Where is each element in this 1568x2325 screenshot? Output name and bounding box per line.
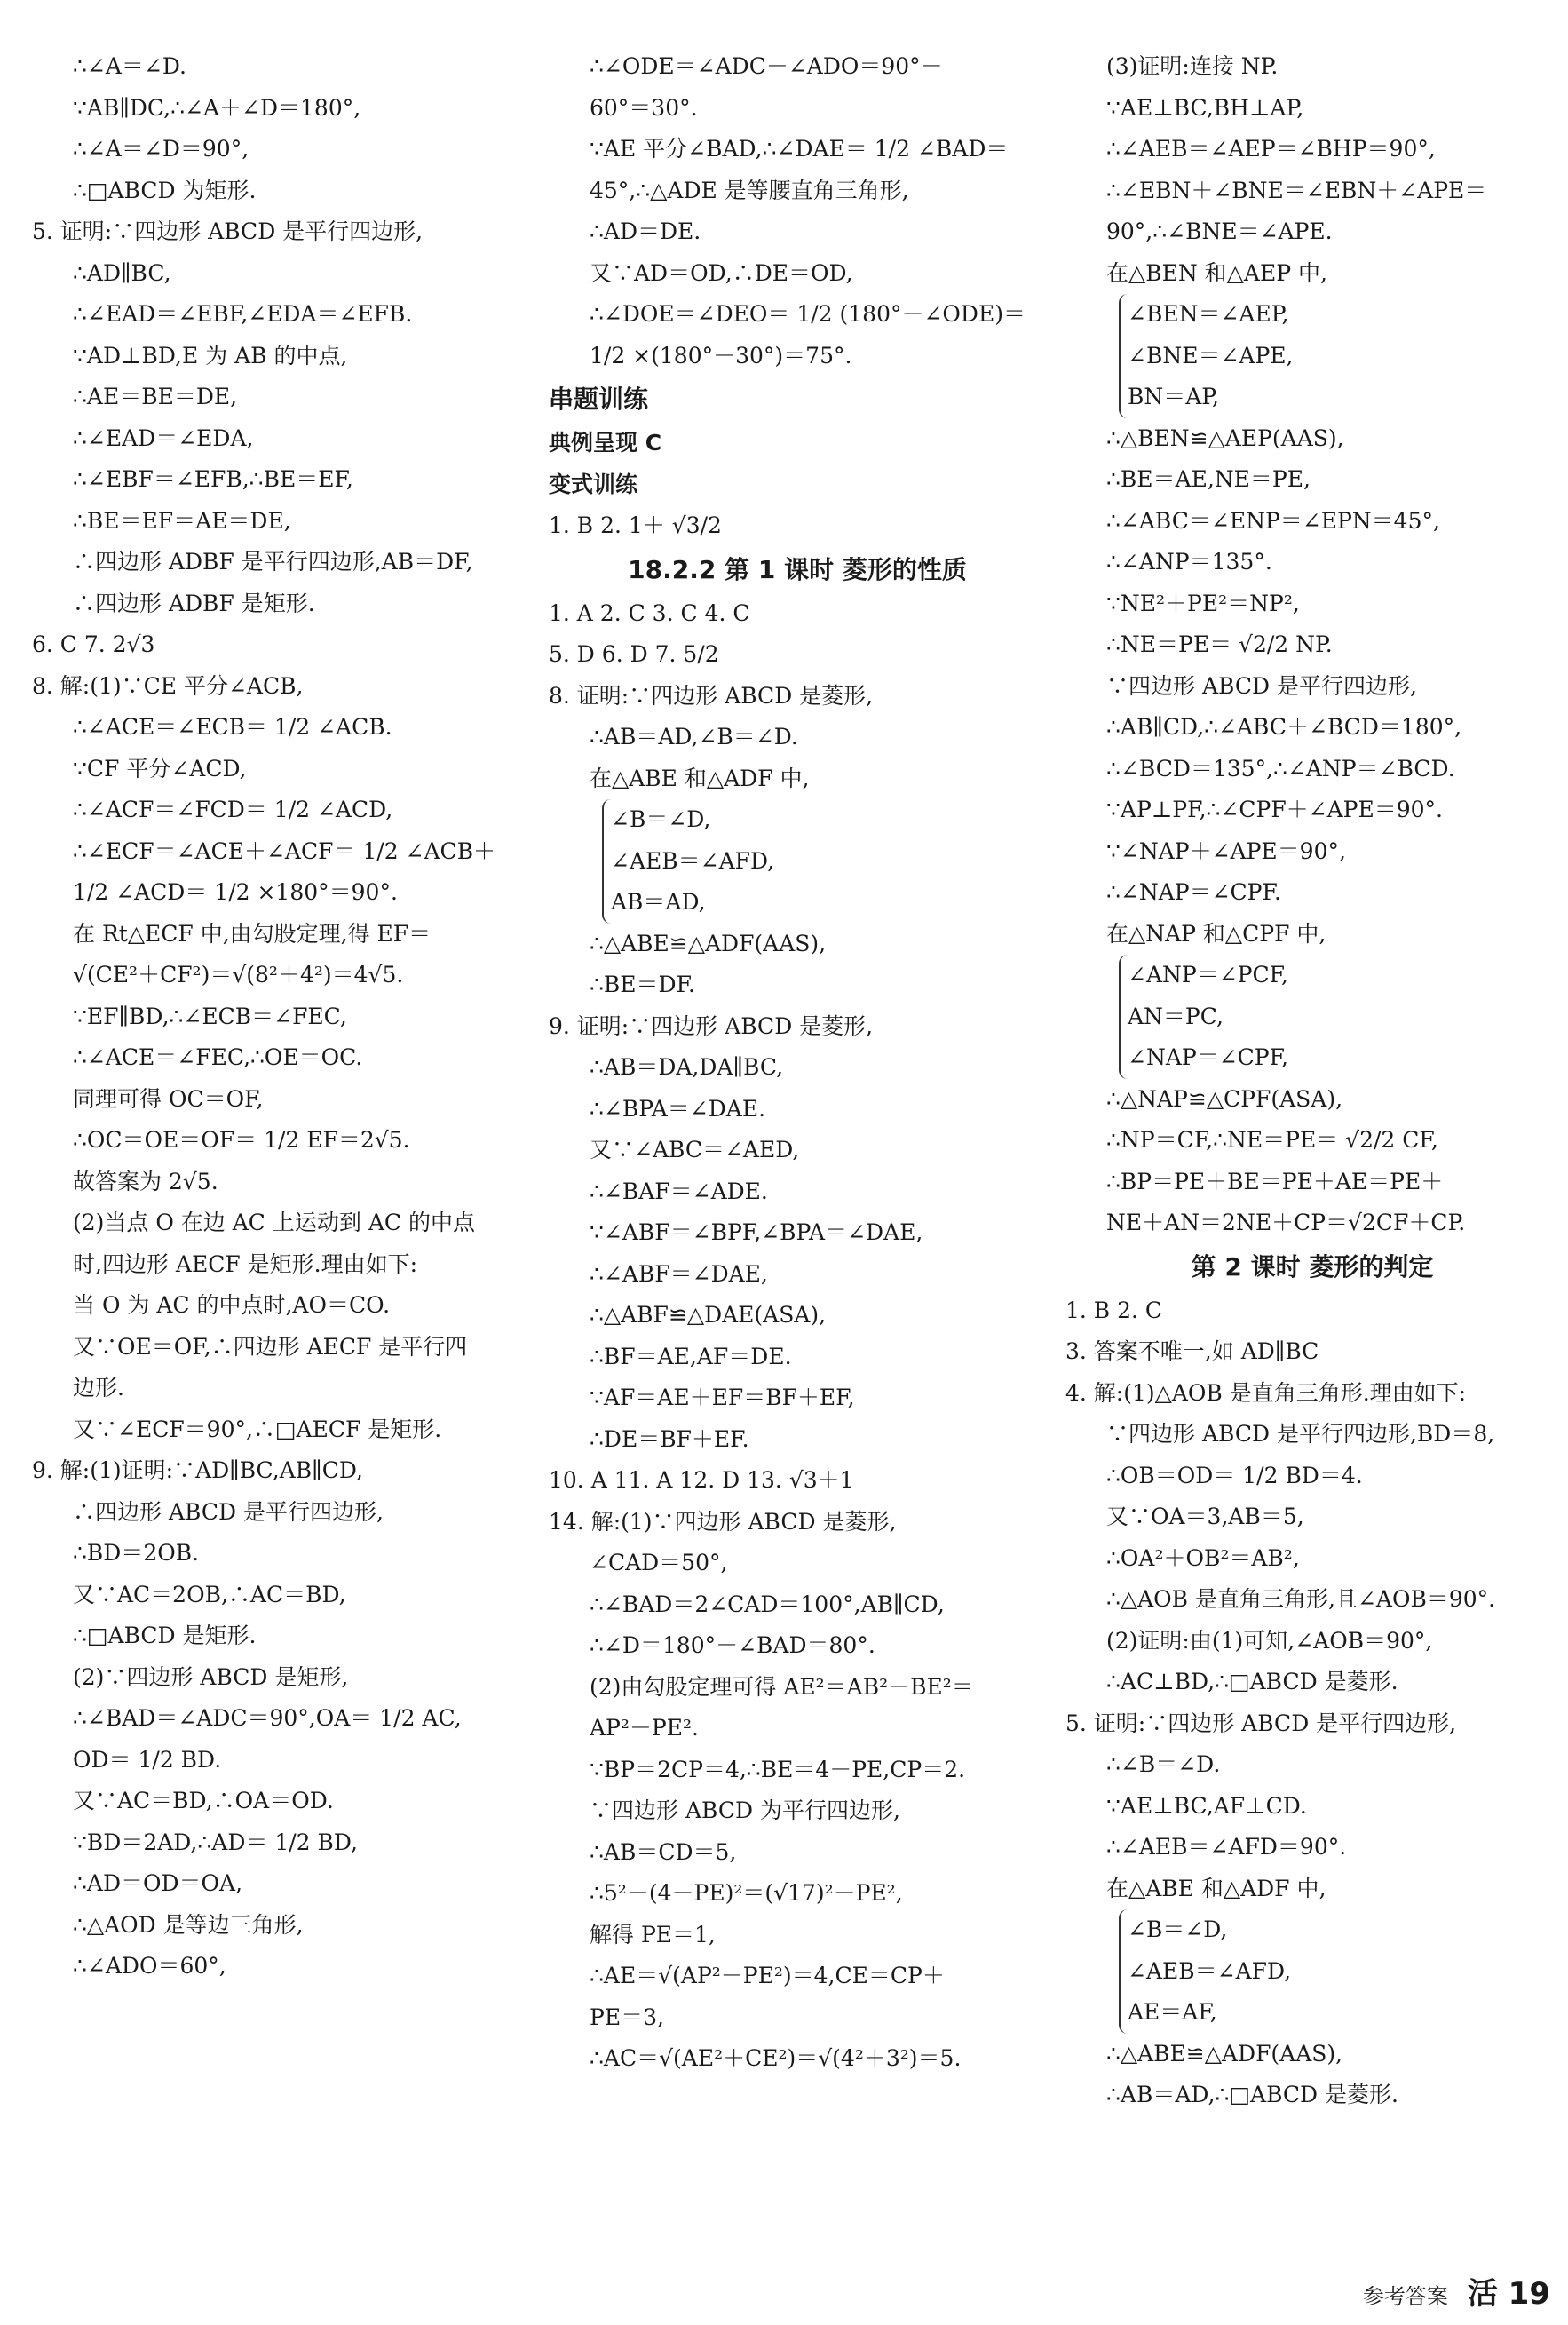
answer-column-1 [32, 46, 527, 1988]
answer-line: ∴AD＝OD＝OA, [73, 1870, 243, 1896]
answer-line: (3)证明:连接 NP. [1106, 53, 1279, 79]
answer-line: ∴∠BCD＝135°,∴∠ANP＝∠BCD. [1106, 755, 1455, 782]
answer-line: (2)当点 O 在边 AC 上运动到 AC 的中点 [73, 1210, 475, 1235]
condition-brace [1119, 1909, 1559, 2034]
question-answer-line: 8. 证明:∵四边形 ABCD 是菱形, [549, 682, 874, 709]
answer-line: 60°＝30°. [590, 94, 698, 121]
question-answer-line: 1. B 2. C [1065, 1297, 1163, 1323]
answer-line: ∴OC＝OE＝OF＝ 1/2 EF＝2√5. [73, 1127, 410, 1153]
answer-line: 又∵∠ABC＝∠AED, [590, 1137, 800, 1162]
answer-line: ∴∠EAD＝∠EDA, [73, 425, 254, 451]
answer-line: ∴∠EAD＝∠EBF,∠EDA＝∠EFB. [73, 301, 413, 327]
question-answer-line: 9. 解:(1)证明:∵AD∥BC,AB∥CD, [32, 1457, 363, 1483]
question-answer-line: 14. 解:(1)∵四边形 ABCD 是菱形, [549, 1508, 897, 1535]
answer-line: 又∵OE＝OF,∴四边形 AECF 是平行四 [73, 1333, 468, 1360]
answer-line: ∴OA²＋OB²＝AB², [1106, 1544, 1300, 1571]
answer-line: ∵AD⊥BD,E 为 AB 的中点, [73, 342, 348, 369]
answer-line: ∴四边形 ADBF 是平行四边形,AB＝DF, [73, 549, 473, 575]
brace-line: ∠B＝∠D, [1128, 1916, 1228, 1942]
answer-line: ∴△ABE≌△ADF(AAS), [1106, 2040, 1343, 2067]
answer-line: NE＋AN＝2NE＋CP＝√2CF＋CP. [1106, 1210, 1466, 1235]
answer-line: ∴∠ECF＝∠ACE＋∠ACF＝ 1/2 ∠ACB＋ [73, 837, 496, 864]
answer-line: 同理可得 OC＝OF, [73, 1085, 264, 1112]
answer-line: √(CE²＋CF²)＝√(8²＋4²)＝4√5. [73, 962, 404, 988]
condition-brace [602, 799, 1046, 924]
question-answer-line: 4. 解:(1)△AOB 是直角三角形.理由如下: [1065, 1379, 1467, 1406]
condition-brace [1119, 955, 1559, 1079]
brace-line: ∠NAP＝∠CPF, [1128, 1044, 1288, 1070]
answer-line: ∴AE＝√(AP²－PE²)＝4,CE＝CP＋ [590, 1963, 945, 1988]
answer-line: ∴AB＝AD,∴□ABCD 是菱形. [1106, 2082, 1398, 2107]
answer-line: 又∵OA＝3,AB＝5, [1106, 1504, 1304, 1529]
answer-line: 1/2 ×(180°－30°)＝75°. [590, 342, 852, 369]
page-number: 活 19 [1467, 2276, 1550, 2312]
answer-line: ∵EF∥BD,∴∠ECB＝∠FEC, [73, 1003, 347, 1029]
answer-line: ∴△AOD 是等边三角形, [73, 1911, 304, 1938]
answer-line: ∵∠NAP＋∠APE＝90°, [1106, 837, 1346, 864]
answer-line: ∴AB＝DA,DA∥BC, [590, 1054, 784, 1080]
page-footer [1363, 2269, 1550, 2313]
answer-line: ∴AD＝DE. [590, 218, 701, 244]
answer-line: ∴NE＝PE＝ √2/2 NP. [1106, 631, 1333, 657]
answer-line: ∴AB＝CD＝5, [590, 1838, 737, 1865]
answer-line: ∴∠BPA＝∠DAE. [590, 1095, 766, 1122]
brace-line: ∠AEB＝∠AFD, [611, 847, 775, 874]
answer-line: 又∵AD＝OD,∴DE＝OD, [590, 259, 853, 286]
answer-line: ∴BE＝EF＝AE＝DE, [73, 507, 291, 534]
answer-line: ∵AE⊥BC,BH⊥AP, [1106, 94, 1304, 121]
question-answer-line: 1. A 2. C 3. C 4. C [549, 599, 750, 626]
answer-line: ∴∠D＝180°－∠BAD＝80°. [590, 1632, 875, 1658]
answer-line: ∴∠ACF＝∠FCD＝ 1/2 ∠ACD, [73, 797, 393, 822]
subsection-label: 变式训练 [549, 471, 638, 497]
footer-label: 参考答案 [1362, 2284, 1448, 2309]
question-answer-line: 5. D 6. D 7. 5/2 [549, 641, 719, 667]
answer-line: ∵AP⊥PF,∴∠CPF＋∠APE＝90°. [1106, 797, 1443, 822]
answer-line: ∵BD＝2AD,∴AD＝ 1/2 BD, [73, 1829, 358, 1855]
answer-line: PE＝3, [590, 2004, 664, 2030]
answer-line: 时,四边形 AECF 是矩形.理由如下: [73, 1250, 417, 1277]
condition-brace [1119, 294, 1559, 418]
answer-line: 故答案为 2√5. [73, 1168, 218, 1194]
answer-line: ∵AE⊥BC,AF⊥CD. [1106, 1792, 1307, 1819]
answer-line: ∴△BEN≌△AEP(AAS), [1106, 425, 1344, 451]
answer-line: ∵AB∥DC,∴∠A＋∠D＝180°, [73, 94, 361, 121]
brace-line: BN＝AP, [1128, 384, 1220, 409]
answer-line: ∴∠ODE＝∠ADC－∠ADO＝90°－ [590, 53, 943, 79]
question-answer-line: 6. C 7. 2√3 [32, 631, 155, 657]
question-answer-line: 10. A 11. A 12. D 13. √3＋1 [549, 1467, 854, 1493]
answer-line: ∴△NAP≌△CPF(ASA), [1106, 1085, 1343, 1112]
answer-line: OD＝ 1/2 BD. [73, 1746, 222, 1773]
answer-line: ∴5²－(4－PE)²＝(√17)²－PE², [590, 1880, 903, 1906]
answer-line: 45°,∴△ADE 是等腰直角三角形, [590, 177, 909, 203]
answer-line: ∴△AOB 是直角三角形,且∠AOB＝90°. [1106, 1586, 1496, 1612]
answer-line: ∴AD∥BC, [73, 259, 171, 286]
answer-line: ∴∠ABF＝∠DAE, [590, 1260, 768, 1287]
answer-line: ∵AF＝AE＋EF＝BF＋EF, [590, 1385, 855, 1410]
answer-line: ∵AE 平分∠BAD,∴∠DAE＝ 1/2 ∠BAD＝ [590, 136, 1009, 162]
answer-line: ∴∠B＝∠D. [1106, 1751, 1221, 1777]
answer-line: ∵四边形 ABCD 是平行四边形, [1106, 672, 1417, 699]
question-answer-line: 3. 答案不唯一,如 AD∥BC [1065, 1338, 1319, 1364]
answer-line: 边形. [73, 1375, 124, 1401]
answer-line: (2)证明:由(1)可知,∠AOB＝90°, [1106, 1627, 1433, 1654]
answer-line: ∴BE＝DF. [590, 972, 695, 997]
answer-line: ∵BP＝2CP＝4,∴BE＝4－PE,CP＝2. [590, 1756, 966, 1782]
answer-line: ∴□ABCD 是矩形. [73, 1623, 257, 1648]
answer-line: ∴∠BAF＝∠ADE. [590, 1178, 768, 1204]
answer-line: ∴BP＝PE＋BE＝PE＋AE＝PE＋ [1106, 1168, 1444, 1194]
answer-line: ∴AC＝√(AE²＋CE²)＝√(4²＋3²)＝5. [590, 2045, 962, 2071]
answer-line: ∴AB＝AD,∠B＝∠D. [590, 724, 798, 750]
brace-line: AB＝AD, [611, 889, 706, 915]
answer-line: ∴∠BAD＝2∠CAD＝100°,AB∥CD, [590, 1591, 945, 1617]
answer-line: ∴∠BAD＝∠ADC＝90°,OA＝ 1/2 AC, [73, 1705, 462, 1731]
answer-line: ∵NE²＋PE²＝NP², [1106, 590, 1300, 616]
answer-line: ∴∠EBF＝∠EFB,∴BE＝EF, [73, 466, 353, 492]
answer-line: 在△BEN 和△AEP 中, [1106, 259, 1327, 286]
section-heading: 18.2.2 第 1 课时 菱形的性质 [628, 554, 967, 584]
answer-line: ∴∠A＝∠D. [73, 53, 186, 79]
answer-line: ∴DE＝BF＋EF. [590, 1425, 749, 1452]
answer-line: ∴△ABF≌△DAE(ASA), [590, 1302, 827, 1328]
answer-column-3 [1065, 46, 1559, 2116]
section-heading: 串题训练 [549, 385, 649, 414]
answer-line: ∴∠ADO＝60°, [73, 1953, 226, 1979]
answer-line: ∵CF 平分∠ACD, [73, 755, 247, 782]
answer-line: ∴AC⊥BD,∴□ABCD 是菱形. [1106, 1669, 1398, 1694]
answer-line: 又∵∠ECF＝90°,∴□AECF 是矩形. [73, 1416, 442, 1442]
answer-line: ∴∠DOE＝∠DEO＝ 1/2 (180°－∠ODE)＝ [590, 301, 1026, 327]
section-heading: 第 2 课时 菱形的判定 [1191, 1251, 1434, 1282]
answer-line: ∴∠ANP＝135°. [1106, 549, 1272, 575]
answer-line: 又∵AC＝2OB,∴AC＝BD, [73, 1581, 346, 1607]
answer-line: ∴AE＝BE＝DE, [73, 384, 238, 409]
answer-line: ∴NP＝CF,∴NE＝PE＝ √2/2 CF, [1106, 1127, 1438, 1153]
subsection-label: 典例呈现 C [549, 430, 662, 456]
answer-line: 又∵AC＝BD,∴OA＝OD. [73, 1788, 334, 1813]
answer-line: ∴∠ACE＝∠FEC,∴OE＝OC. [73, 1044, 363, 1070]
answer-line: ∴∠AEB＝∠AFD＝90°. [1106, 1834, 1347, 1860]
answer-line: 在 Rt△ECF 中,由勾股定理,得 EF＝ [73, 920, 432, 947]
answer-line: (2)∵四边形 ABCD 是矩形, [73, 1663, 349, 1690]
answer-line: ∴∠NAP＝∠CPF. [1106, 879, 1281, 905]
answer-line: ∴四边形 ABCD 是平行四边形, [73, 1498, 384, 1525]
answer-line: ∴AB∥CD,∴∠ABC＋∠BCD＝180°, [1106, 714, 1462, 740]
answer-line: 在△ABE 和△ADF 中, [590, 765, 810, 791]
brace-line: ∠BNE＝∠APE, [1128, 342, 1294, 369]
question-answer-line: 5. 证明:∵四边形 ABCD 是平行四边形, [1065, 1710, 1457, 1736]
answer-line: 在△ABE 和△ADF 中, [1106, 1875, 1326, 1901]
answer-line: ∴∠ACE＝∠ECB＝ 1/2 ∠ACB. [73, 714, 392, 740]
answer-line: ∴BF＝AE,AF＝DE. [590, 1343, 792, 1369]
brace-line: AN＝PC, [1128, 1003, 1224, 1029]
answer-line: ∴BE＝AE,NE＝PE, [1106, 466, 1311, 492]
answer-line: ∴BD＝2OB. [73, 1540, 200, 1566]
brace-line: ∠B＝∠D, [611, 806, 711, 832]
answer-line: ∠CAD＝50°, [590, 1550, 728, 1575]
answer-line: ∴∠EBN＋∠BNE＝∠EBN＋∠APE＝ [1106, 177, 1487, 203]
answer-line: ∴∠ABC＝∠ENP＝∠EPN＝45°, [1106, 507, 1440, 534]
brace-line: ∠BEN＝∠AEP, [1128, 301, 1289, 327]
brace-line: ∠ANP＝∠PCF, [1128, 962, 1288, 988]
answer-line: ∴□ABCD 为矩形. [73, 177, 257, 203]
question-answer-line: 9. 证明:∵四边形 ABCD 是菱形, [549, 1012, 874, 1039]
answer-line: 解得 PE＝1, [590, 1921, 716, 1948]
answer-line: 当 O 为 AC 的中点时,AO＝CO. [73, 1292, 391, 1318]
answer-line: 1/2 ∠ACD＝ 1/2 ×180°＝90°. [73, 879, 398, 905]
answer-line: 在△NAP 和△CPF 中, [1106, 920, 1326, 947]
answer-line: ∵四边形 ABCD 是平行四边形,BD＝8, [1106, 1421, 1495, 1447]
question-answer-line: 1. B 2. 1＋ √3/2 [549, 512, 722, 538]
answer-line: ∴四边形 ADBF 是矩形. [73, 590, 315, 616]
question-answer-line: 5. 证明:∵四边形 ABCD 是平行四边形, [32, 218, 424, 244]
answer-line: AP²－PE². [590, 1715, 699, 1741]
answer-line: ∵∠ABF＝∠BPF,∠BPA＝∠DAE, [590, 1219, 923, 1245]
answer-line: ∴∠A＝∠D＝90°, [73, 136, 249, 162]
answer-line: ∴△ABE≌△ADF(AAS), [590, 930, 827, 956]
answer-line: 90°,∴∠BNE＝∠APE. [1106, 218, 1333, 244]
answer-line: (2)由勾股定理可得 AE²＝AB²－BE²＝ [590, 1673, 974, 1700]
answer-line: ∵四边形 ABCD 为平行四边形, [590, 1797, 900, 1823]
brace-line: AE＝AF, [1128, 1999, 1217, 2025]
brace-line: ∠AEB＝∠AFD, [1128, 1957, 1292, 1984]
question-answer-line: 8. 解:(1)∵CE 平分∠ACB, [32, 672, 304, 699]
answer-column-2 [549, 46, 1046, 2080]
answer-line: ∴OB＝OD＝ 1/2 BD＝4. [1106, 1462, 1363, 1488]
answer-line: ∴∠AEB＝∠AEP＝∠BHP＝90°, [1106, 136, 1436, 162]
